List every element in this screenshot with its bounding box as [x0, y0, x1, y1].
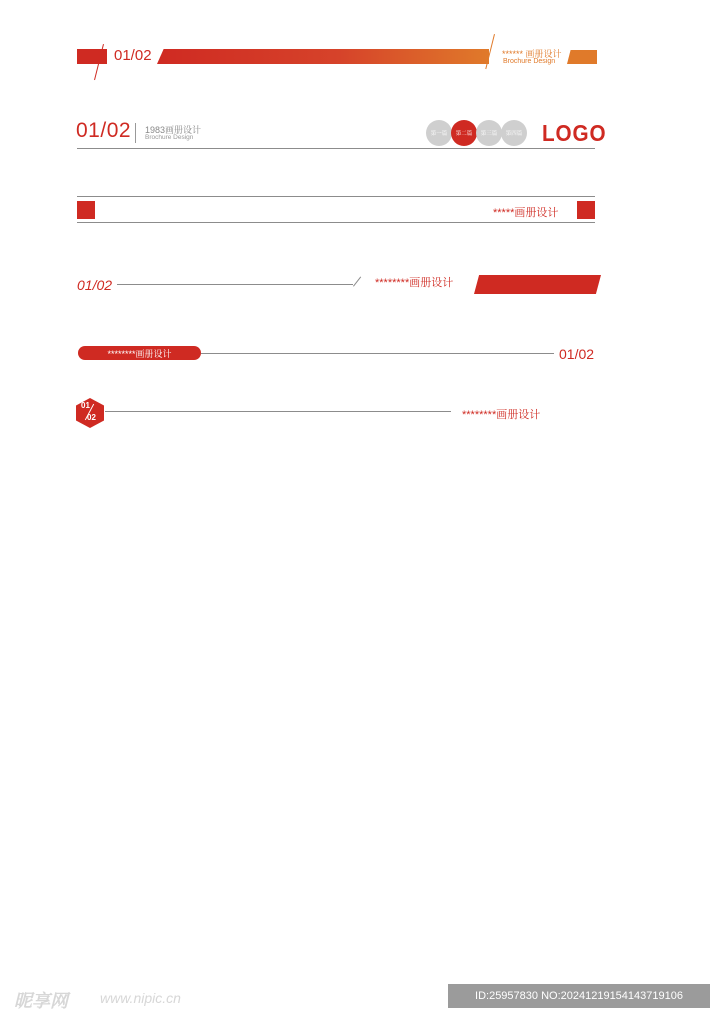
header4-slash — [353, 277, 361, 287]
header4-title: ********画册设计 — [375, 277, 454, 289]
header1-right-block — [567, 50, 597, 64]
header1-left-block — [77, 49, 107, 64]
header5-page-number: 01/02 — [559, 346, 595, 362]
header1-title: ****** 画册设计 — [502, 49, 562, 59]
header5-line — [201, 353, 554, 354]
header1-gradient-bar — [157, 49, 489, 64]
header4-red-parallelogram — [474, 275, 601, 294]
watermark-id-badge: ID:25957830 NO:20241219154143719106 — [448, 984, 710, 1008]
header4-page-number: 01/02 — [77, 277, 113, 293]
header5-title-pill: ********画册设计 — [78, 346, 201, 360]
watermark-url: www.nipic.cn — [100, 990, 181, 1006]
header3-right-square — [577, 201, 595, 219]
header1-subtitle: Brochure Design — [503, 58, 556, 65]
header6-title: ********画册设计 — [462, 409, 541, 421]
watermark-brand: 昵享网 — [14, 991, 68, 1011]
header3-bottom-line — [77, 222, 595, 223]
header3-left-square — [77, 201, 95, 219]
header4-line — [117, 284, 353, 285]
header3-top-line — [77, 196, 595, 197]
chapter-circle-1[interactable]: 第一篇 — [426, 120, 452, 146]
header2-page-number: 01/02 — [76, 119, 132, 142]
header3-title: *****画册设计 — [493, 207, 559, 219]
header2-title: 1983画册设计 — [145, 125, 202, 135]
chapter-circle-3[interactable]: 第三篇 — [476, 120, 502, 146]
header6-badge-top-number: 01 — [81, 401, 90, 410]
chapter-circle-4[interactable]: 第四篇 — [501, 120, 527, 146]
header6-badge-bottom-number: 02 — [87, 413, 96, 422]
header2-vertical-divider — [135, 123, 136, 143]
header6-line — [105, 411, 451, 412]
header2-underline — [77, 148, 595, 149]
logo: LOGO — [542, 120, 607, 146]
header2-subtitle: Brochure Design — [145, 134, 194, 141]
header1-page-number: 01/02 — [114, 47, 152, 64]
chapter-circle-2-active[interactable]: 第二篇 — [451, 120, 477, 146]
